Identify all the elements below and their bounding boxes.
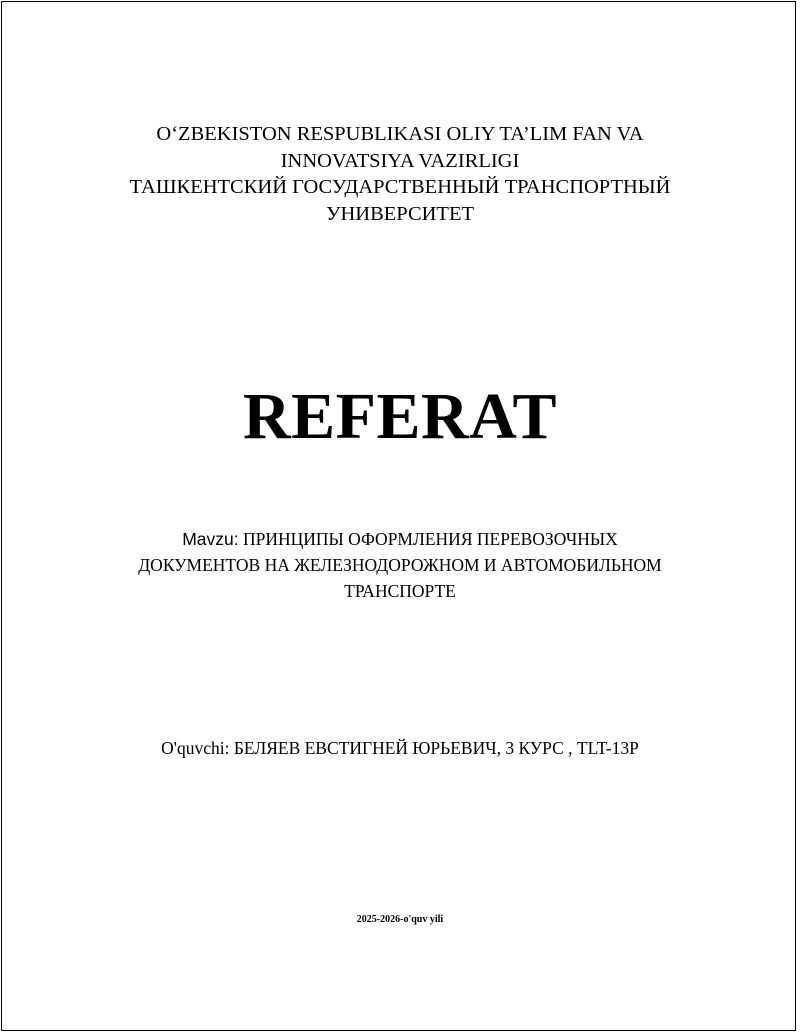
ministry-line-1: O‘ZBEKISTON RESPUBLIKASI OLIY TA’LIM FAN VA [156, 123, 644, 145]
university-line-1: ТАШКЕНТСКИЙ ГОСУДАРСТВЕННЫЙ ТРАНСПОРТНЫЙ [129, 176, 671, 198]
ministry-line-2: INNOVATSIYA VAZIRLIGI [280, 149, 520, 172]
topic-text-1: ПРИНЦИПЫ ОФОРМЛЕНИЯ ПЕРЕВОЗОЧНЫХ [242, 529, 618, 549]
topic-line-1 [0, 526, 800, 552]
topic-line-3: ТРАНСПОРТЕ [344, 581, 456, 601]
topic-line-2: ДОКУМЕНТОВ НА ЖЕЛЕЗНОДОРОЖНОМ И АВТОМОБИЛЬНОМ [138, 555, 662, 575]
document-title: REFERAT [243, 380, 557, 453]
academic-year: 2025-2026-o'quv yili [356, 914, 444, 925]
student-name: БЕЛЯЕВ ЕВСТИГНЕЙ ЮРЬЕВИЧ, 3 КУРС , TLT-13P [233, 738, 639, 758]
ministry-header [0, 121, 800, 227]
university-line-2: УНИВЕРСИТЕТ [325, 202, 474, 225]
topic-section [0, 526, 800, 604]
student-label: O'quvchi: [161, 738, 230, 758]
topic-label: Mavzu: [182, 529, 239, 549]
student-line [0, 736, 800, 760]
